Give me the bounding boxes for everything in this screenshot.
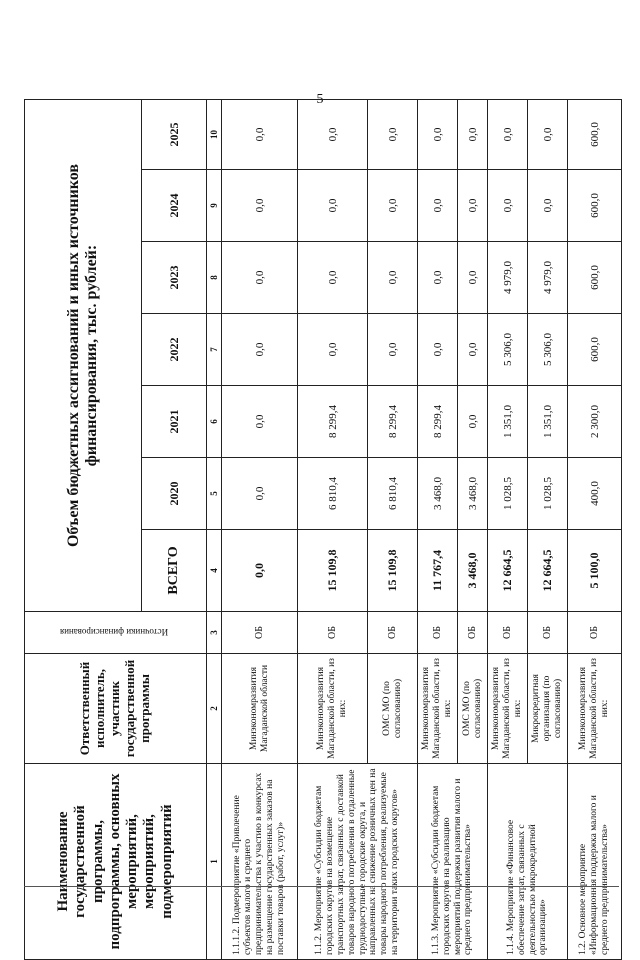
year-value: 1 351,0	[488, 386, 528, 458]
funding-source: ОБ	[222, 612, 298, 654]
total-value: 0,0	[222, 530, 298, 612]
year-value: 0,0	[528, 170, 568, 242]
column-number: 3	[207, 612, 222, 654]
total-value: 12 664,5	[528, 530, 568, 612]
executor: ОМС МО (по согласованию)	[458, 654, 488, 764]
executor: Минэкономразвития Магаданской области, из них:	[488, 654, 528, 764]
year-value: 0,0	[222, 458, 298, 530]
year-value: 2 300,0	[568, 386, 622, 458]
column-number-row	[207, 99, 222, 959]
funding-source: ОБ	[418, 612, 458, 654]
column-number: 8	[207, 242, 222, 314]
table-row	[488, 99, 528, 959]
table-row	[418, 99, 458, 959]
year-value: 0,0	[222, 386, 298, 458]
year-value: 3 468,0	[458, 458, 488, 530]
executor: Минэкономразвития Магаданской области, из них:	[568, 654, 622, 764]
funding-source: ОБ	[298, 612, 368, 654]
header-year: 2024	[142, 170, 207, 242]
total-value: 15 109,8	[368, 530, 418, 612]
column-number: 4	[207, 530, 222, 612]
year-value: 0,0	[222, 242, 298, 314]
table-row	[222, 99, 298, 959]
year-value: 0,0	[298, 99, 368, 169]
executor: Микрокредитная организация (по согласованию)	[528, 654, 568, 764]
header-volume: Объем бюджетных ассигнований и иных источников финансирования, тыс. рублей:	[25, 99, 142, 611]
year-value: 0,0	[368, 314, 418, 386]
year-value: 3 468,0	[418, 458, 458, 530]
year-value: 0,0	[222, 99, 298, 169]
year-value: 6 810,4	[298, 458, 368, 530]
header-year: 2025	[142, 99, 207, 169]
header-year: 2022	[142, 314, 207, 386]
header-year: 2020	[142, 458, 207, 530]
year-value: 0,0	[298, 242, 368, 314]
funding-source: ОБ	[458, 612, 488, 654]
year-value: 0,0	[458, 386, 488, 458]
year-value: 0,0	[222, 170, 298, 242]
year-value: 0,0	[458, 99, 488, 169]
executor: Минэкономразвития Магаданской области, из них:	[418, 654, 458, 764]
year-value: 600,0	[568, 314, 622, 386]
program-name: 1.1.4. Мероприятие «Финансовое обеспечение затрат, связанных с деятельностью микрокредитной организации»	[488, 764, 568, 960]
header-total: ВСЕГО	[142, 530, 207, 612]
program-name: 1.2. Основное мероприятие «Информационная поддержка малого и среднего предпринимательства»	[568, 764, 622, 960]
year-value: 1 028,5	[488, 458, 528, 530]
year-value: 0,0	[418, 314, 458, 386]
column-number: 2	[207, 654, 222, 764]
year-value: 8 299,4	[298, 386, 368, 458]
year-value: 0,0	[418, 170, 458, 242]
year-value: 600,0	[568, 242, 622, 314]
year-value: 0,0	[368, 242, 418, 314]
program-name: 1.1.1.2. Подмероприятие «Привлечение субъектов малого и среднего предпринимательства к участию в конкурсах на размещение государственных заказов на поставки товаров (работ, услуг)»	[222, 764, 298, 960]
total-value: 15 109,8	[298, 530, 368, 612]
year-value: 0,0	[528, 99, 568, 169]
year-value: 0,0	[458, 314, 488, 386]
year-value: 0,0	[368, 99, 418, 169]
total-value: 5 100,0	[568, 530, 622, 612]
year-value: 8 299,4	[418, 386, 458, 458]
executor: Минэкономразвития Магаданской области	[222, 654, 298, 764]
executor: ОМС МО (по согласованию)	[368, 654, 418, 764]
executor: Минэкономразвития Магаданской области, из них:	[298, 654, 368, 764]
rotated-table-container	[24, 100, 614, 960]
header-name: Наименование государственной программы, подпрограммы, основных мероприятий, мероприятий, подмероприятий	[25, 764, 207, 960]
total-value: 11 767,4	[418, 530, 458, 612]
total-value: 3 468,0	[458, 530, 488, 612]
year-value: 600,0	[568, 99, 622, 169]
column-number: 6	[207, 386, 222, 458]
year-value: 0,0	[298, 314, 368, 386]
column-number: 9	[207, 170, 222, 242]
column-number: 7	[207, 314, 222, 386]
page-number: 5	[316, 92, 324, 107]
funding-source: ОБ	[488, 612, 528, 654]
year-value: 0,0	[418, 242, 458, 314]
program-name: 1.1.2. Мероприятие «Субсидии бюджетам городских округов на возмещение транспортных затрат, связанных с доставкой товаров народного потребления в отдаленные труднодоступные городские округа, и направленных на снижение розничных цен на товары народного потребления, реализуемые на территории таких городских округов»	[298, 764, 418, 960]
year-value: 0,0	[458, 170, 488, 242]
year-value: 1 028,5	[528, 458, 568, 530]
header-executor: Ответственный исполнитель, участник государственной программы	[25, 654, 207, 764]
year-value: 0,0	[298, 170, 368, 242]
program-name: 1.1.3. Мероприятие «Субсидии бюджетам городских округов на реализацию мероприятий поддержки развития малого и среднего предпринимательства»	[418, 764, 488, 960]
table-row	[298, 99, 368, 959]
year-value: 600,0	[568, 170, 622, 242]
year-value: 400,0	[568, 458, 622, 530]
year-value: 0,0	[458, 242, 488, 314]
year-value: 0,0	[222, 314, 298, 386]
column-number: 5	[207, 458, 222, 530]
table-row	[568, 99, 622, 959]
column-number: 10	[207, 99, 222, 169]
year-value: 0,0	[488, 170, 528, 242]
year-value: 0,0	[488, 99, 528, 169]
year-value: 4 979,0	[528, 242, 568, 314]
year-value: 5 306,0	[488, 314, 528, 386]
funding-source: ОБ	[568, 612, 622, 654]
year-value: 0,0	[418, 99, 458, 169]
header-source: Источники финансирования	[25, 612, 207, 654]
total-value: 12 664,5	[488, 530, 528, 612]
header-year: 2021	[142, 386, 207, 458]
bottom-divider	[24, 886, 619, 887]
year-value: 8 299,4	[368, 386, 418, 458]
budget-table	[24, 99, 622, 960]
year-value: 0,0	[368, 170, 418, 242]
funding-source: ОБ	[368, 612, 418, 654]
year-value: 1 351,0	[528, 386, 568, 458]
column-number: 1	[207, 764, 222, 960]
year-value: 4 979,0	[488, 242, 528, 314]
year-value: 5 306,0	[528, 314, 568, 386]
header-year: 2023	[142, 242, 207, 314]
funding-source: ОБ	[528, 612, 568, 654]
year-value: 6 810,4	[368, 458, 418, 530]
